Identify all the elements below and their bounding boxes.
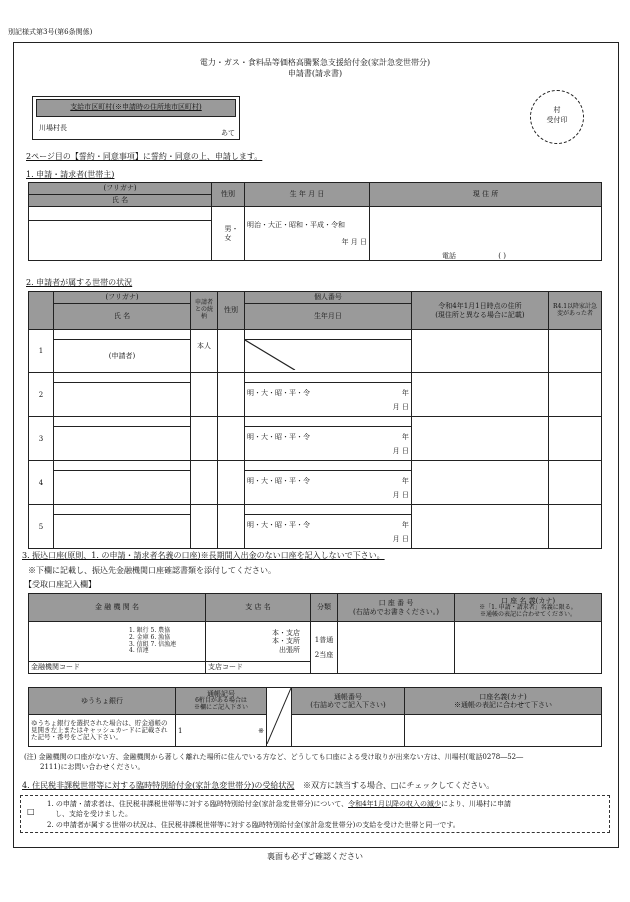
s1-address-field[interactable] bbox=[370, 207, 602, 261]
s2-relation-header: 申請者との続柄 bbox=[191, 292, 218, 330]
bank-type-options[interactable] bbox=[29, 622, 206, 662]
s2-row1-name: (申請者) bbox=[54, 340, 191, 373]
acct-no-header bbox=[338, 594, 455, 622]
acct-no-field[interactable] bbox=[338, 622, 455, 674]
item1-a: 1. の申請・請求者は、住民税非課税世帯等に対する臨時特別給付金(家計急変世帯分)について、 bbox=[47, 800, 349, 808]
s2-row2-eras: 明・大・昭・平・令 bbox=[247, 388, 310, 397]
s2-row3-mynumber[interactable] bbox=[245, 417, 412, 427]
s2-row1-relation: 本人 bbox=[191, 330, 218, 373]
holder-field[interactable] bbox=[455, 622, 602, 674]
s2-row3-r4[interactable] bbox=[549, 417, 602, 461]
s2-row1-furigana[interactable] bbox=[54, 330, 191, 340]
bank-type-4: 4. 信連 bbox=[129, 647, 149, 655]
form-reference: 別記様式第3号(第6条関係) bbox=[8, 28, 93, 36]
bank-code-field[interactable] bbox=[29, 662, 206, 674]
item1-b: により、川場村に申請 bbox=[441, 800, 512, 808]
y-holder-header bbox=[405, 688, 602, 715]
s2-row3-name[interactable] bbox=[54, 427, 191, 461]
stamp-line1: 村 bbox=[553, 106, 561, 114]
s2-row2-gender[interactable] bbox=[218, 373, 245, 417]
s2-row5-eras: 明・大・昭・平・令 bbox=[247, 520, 310, 529]
s2-row5-no: 5 bbox=[29, 505, 54, 549]
s2-row3-furigana[interactable] bbox=[54, 417, 191, 427]
s2-mynumber-header: 個人番号 bbox=[245, 292, 412, 304]
section4-title-note: ※双方に該当する場合、□にチェックしてください。 bbox=[302, 781, 495, 790]
s1-furigana-header: (フリガナ) bbox=[29, 183, 212, 195]
section4-title-text: 4. 住民税非課税世帯等に対する臨時特別給付金(家計急変世帯分)の受給状況 bbox=[22, 781, 295, 790]
intro-text: 2ページ目の【誓約・同意事項】に誓約・同意の上、申請します。 bbox=[26, 152, 263, 161]
s2-furigana-header: (フリガナ) bbox=[54, 292, 191, 304]
s2-address-h2: (現住所と異なる場合に記載) bbox=[435, 310, 525, 319]
footer-text: 裏面も必ずご確認ください bbox=[267, 852, 363, 861]
kigo-h2: 6桁目がある場合は bbox=[195, 697, 247, 705]
branch-type-1: 本・支店 bbox=[272, 629, 300, 638]
s1-gender-values: 男・女 bbox=[224, 225, 239, 242]
s2-row3-address[interactable] bbox=[411, 417, 548, 461]
s2-row5-furigana[interactable] bbox=[54, 505, 191, 515]
s1-ymd: 年 月 日 bbox=[341, 237, 367, 246]
s2-row1-r4[interactable] bbox=[549, 330, 602, 373]
section2-title: 2. 申請者が属する世帯の状況 bbox=[26, 278, 133, 287]
bango-header bbox=[292, 688, 405, 715]
bango-h1: 通帳番号 bbox=[334, 693, 362, 702]
s2-row5-gender[interactable] bbox=[218, 505, 245, 549]
s1-dob-field[interactable] bbox=[245, 207, 370, 261]
section4-title bbox=[22, 781, 494, 791]
household-table bbox=[28, 291, 602, 549]
yucho-note: ゆうちょ銀行を選択された場合は、貯金通帳の見開き左上またはキャッシュカードに記載された記号・番号をご記入下さい。 bbox=[29, 715, 176, 747]
addressee-label: 支給市区町村(※申請時の住所地市区町村) bbox=[70, 103, 202, 111]
s1-phone-label: 電話 bbox=[442, 251, 456, 260]
s2-row4-gender[interactable] bbox=[218, 461, 245, 505]
form-subtitle: 申請書(請求書) bbox=[287, 69, 343, 78]
y-holder-h2: ※通帳の表記に合わせて下さい bbox=[454, 701, 552, 710]
kigo-h1: 通帳記号 bbox=[207, 690, 235, 699]
branch-code-field[interactable] bbox=[206, 662, 311, 674]
acct-type-1: 1普通 bbox=[314, 636, 334, 645]
s2-row1-dob-slash bbox=[245, 340, 412, 373]
bank-code-label: 金融機関コード bbox=[31, 663, 80, 672]
s2-row5-md: 月 日 bbox=[392, 534, 409, 543]
kigo-field[interactable] bbox=[176, 715, 267, 747]
reception-stamp bbox=[530, 90, 584, 144]
bango-h2: (右詰めでご記入下さい) bbox=[310, 701, 386, 710]
s2-row2-address[interactable] bbox=[411, 373, 548, 417]
footnote-line1: (注) 金融機関の口座がない方、金融機関から著しく離れた場所に住んでいる方など、どうしても口座による受け取りが出来ない方は、川場村(電話0278―52― bbox=[24, 753, 524, 761]
section1-title: 1. 申請・請求者(世帯主) bbox=[26, 170, 115, 179]
diagonal-slash bbox=[267, 688, 291, 744]
stamp-line2: 受付印 bbox=[546, 116, 568, 124]
s2-row1-no: 1 bbox=[29, 330, 54, 373]
s2-row5-relation[interactable] bbox=[191, 505, 218, 549]
holder-header bbox=[455, 594, 602, 622]
y-holder-field[interactable] bbox=[405, 715, 602, 747]
s2-row4-no: 4 bbox=[29, 461, 54, 505]
section4-box bbox=[20, 795, 610, 833]
kigo-mark: ※ bbox=[258, 726, 264, 735]
s2-row4-relation[interactable] bbox=[191, 461, 218, 505]
footnote-line2: 2111)にお問い合わせください。 bbox=[40, 763, 145, 771]
applicant-table bbox=[28, 182, 602, 261]
branch-type-3: 出張所 bbox=[279, 645, 300, 654]
kigo-h3: ※欄にご記入下さい bbox=[193, 704, 248, 712]
addressee-name: 川場村長 bbox=[39, 124, 67, 132]
s2-row2-no: 2 bbox=[29, 373, 54, 417]
branch-code-label: 支店コード bbox=[208, 663, 243, 672]
kigo-first-digit: 1 bbox=[178, 726, 183, 735]
s2-row4-md: 月 日 bbox=[392, 490, 409, 499]
addressee-box bbox=[32, 96, 240, 140]
diagonal-slash bbox=[245, 340, 411, 370]
section3-note: ※下欄に記載し、振込先金融機関口座確認書類を添付してください。 bbox=[28, 566, 276, 575]
yucho-slash bbox=[267, 688, 292, 747]
s2-row4-eras: 明・大・昭・平・令 bbox=[247, 476, 310, 485]
bango-field[interactable] bbox=[292, 715, 405, 747]
s2-row3-md: 月 日 bbox=[392, 446, 409, 455]
s2-row4-nen: 年 bbox=[401, 476, 409, 485]
s2-name-header: 氏 名 bbox=[54, 304, 191, 330]
section4-item1 bbox=[47, 800, 511, 808]
s2-row5-address[interactable] bbox=[411, 505, 548, 549]
yucho-header: ゆうちょ銀行 bbox=[29, 688, 176, 715]
s2-row5-r4[interactable] bbox=[549, 505, 602, 549]
s2-row4-address[interactable] bbox=[411, 461, 548, 505]
type-header: 分類 bbox=[311, 594, 338, 622]
y-holder-h1: 口座名義(カナ) bbox=[479, 693, 527, 702]
s2-address-h1: 令和4年1月1日時点の住所 bbox=[438, 302, 522, 311]
acct-no-h1: 口 座 番 号 bbox=[378, 599, 414, 608]
s1-dob-header: 生 年 月 日 bbox=[245, 183, 370, 207]
acct-type-options[interactable] bbox=[311, 622, 338, 674]
s2-row2-furigana[interactable] bbox=[54, 373, 191, 383]
s2-row5-mynumber[interactable] bbox=[245, 505, 412, 515]
bank-name-header: 金 融 機 関 名 bbox=[29, 594, 206, 622]
s2-address-header bbox=[411, 292, 548, 330]
s1-name-field[interactable] bbox=[29, 221, 212, 261]
s2-dob-header: 生年月日 bbox=[245, 304, 412, 330]
s2-row4-mynumber[interactable] bbox=[245, 461, 412, 471]
s1-phone-paren: ( ) bbox=[498, 251, 506, 260]
bank-type-1: 1. 銀行 5. 農協 bbox=[129, 626, 171, 634]
s2-row4-name[interactable] bbox=[54, 471, 191, 505]
acct-no-h2: (右詰めでお書きください。) bbox=[353, 607, 439, 616]
branch-type-2: 本・支所 bbox=[272, 637, 300, 646]
s2-row2-r4[interactable] bbox=[549, 373, 602, 417]
s2-row1-address[interactable] bbox=[411, 330, 548, 373]
addressee-ate: あて bbox=[221, 129, 235, 137]
section3-title: 3. 振込口座(原則、1. の申請・請求者名義の口座)※長期間入出金のない口座を記入しないで下さい。 bbox=[22, 551, 385, 560]
s1-gender-header: 性別 bbox=[212, 183, 245, 207]
branch-type-options[interactable] bbox=[206, 622, 311, 662]
holder-h2: ※「1. 申請・請求者」名義に限る。 bbox=[479, 603, 577, 611]
s1-name-header: 氏 名 bbox=[29, 195, 212, 207]
s2-gender-header: 性別 bbox=[218, 292, 245, 330]
s2-row2-nen: 年 bbox=[401, 388, 409, 397]
section3-bracket: 【受取口座記入欄】 bbox=[24, 580, 96, 589]
s2-row3-relation[interactable] bbox=[191, 417, 218, 461]
s2-r4-header: R4.1以降家計急変があった者 bbox=[549, 292, 602, 330]
s2-row2-md: 月 日 bbox=[392, 402, 409, 411]
branch-header: 支 店 名 bbox=[206, 594, 311, 622]
yucho-table bbox=[28, 687, 602, 747]
s1-gender-field[interactable] bbox=[212, 207, 245, 261]
kigo-header bbox=[176, 688, 267, 715]
s2-row5-nen: 年 bbox=[401, 520, 409, 529]
s2-row4-r4[interactable] bbox=[549, 461, 602, 505]
holder-h3: ※通帳の表記に合わせてください。 bbox=[479, 610, 576, 618]
acct-type-2: 2当座 bbox=[314, 650, 334, 659]
section4-item1-cont: し、支給を受けました。 bbox=[55, 810, 132, 818]
s2-row4-furigana[interactable] bbox=[54, 461, 191, 471]
section4-item2: 2. の申請者が属する世帯の状況は、住民税非課税世帯等に対する臨時特別給付金(家計急変世帯分)の支給を受けた世帯と同一です。 bbox=[47, 821, 460, 829]
s2-row1-gender[interactable] bbox=[218, 330, 245, 373]
s1-furigana-field[interactable] bbox=[29, 207, 212, 221]
s2-row3-eras: 明・大・昭・平・令 bbox=[247, 432, 310, 441]
s2-row3-dob[interactable] bbox=[245, 427, 412, 461]
section4-checkbox[interactable]: □ bbox=[27, 807, 35, 816]
s2-row2-mynumber[interactable] bbox=[245, 373, 412, 383]
s1-address-header: 現 住 所 bbox=[370, 183, 602, 207]
s2-row1-mynumber[interactable] bbox=[245, 330, 412, 340]
s2-row5-name[interactable] bbox=[54, 515, 191, 549]
form-title: 電力・ガス・食料品等価格高騰緊急支援給付金(家計急変世帯分) bbox=[199, 58, 431, 67]
s2-row3-gender[interactable] bbox=[218, 417, 245, 461]
s2-row3-nen: 年 bbox=[401, 432, 409, 441]
s2-row2-dob[interactable] bbox=[245, 383, 412, 417]
s2-row2-relation[interactable] bbox=[191, 373, 218, 417]
s2-row4-dob[interactable] bbox=[245, 471, 412, 505]
s1-eras: 明治・大正・昭和・平成・令和 bbox=[247, 221, 345, 230]
bank-table bbox=[28, 593, 602, 674]
bank-type-3: 3. 信組 7. 信漁連 bbox=[129, 640, 177, 648]
s2-row2-name[interactable] bbox=[54, 383, 191, 417]
s2-row3-no: 3 bbox=[29, 417, 54, 461]
s2-row5-dob[interactable] bbox=[245, 515, 412, 549]
holder-h1: 口 座 名 義(カナ) bbox=[500, 596, 556, 605]
item1-underline: 令和4年1月以降の収入の減少 bbox=[348, 800, 442, 808]
bank-type-2: 2. 金庫 6. 漁協 bbox=[129, 633, 171, 641]
